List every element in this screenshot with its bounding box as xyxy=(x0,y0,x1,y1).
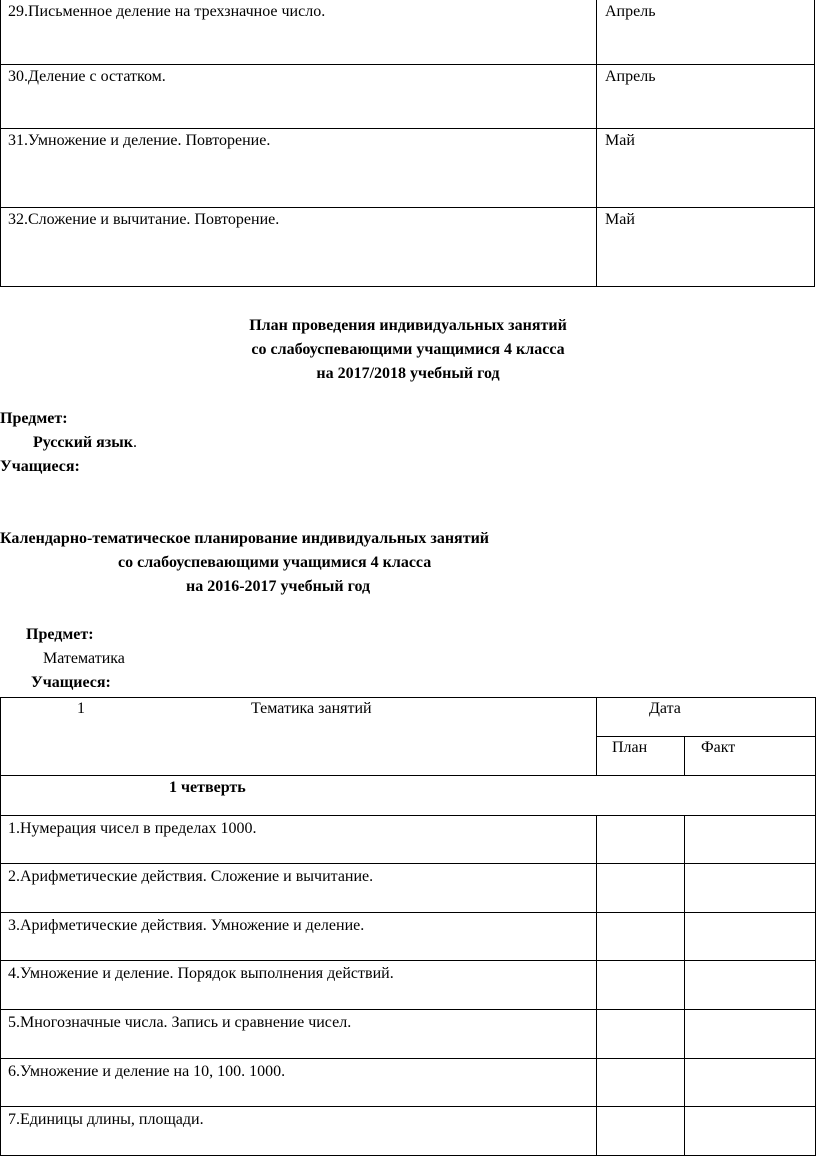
topic-cell xyxy=(1,208,597,287)
table-row xyxy=(1,1107,816,1156)
table-row xyxy=(1,65,815,129)
lesson-topic: 4.Умножение и деление. Порядок выполнения действий. xyxy=(8,965,394,982)
plan2-title-line1: Календарно-тематическое планирование индивидуальных занятий xyxy=(0,530,490,547)
header-topic: Тематика занятий xyxy=(251,700,372,717)
plan2-students-label: Учащиеся: xyxy=(31,674,111,691)
table-row xyxy=(1,208,815,287)
topic-cell xyxy=(1,129,597,208)
header-row xyxy=(1,698,816,737)
plan2-title-line2: со слабоуспевающими учащимися 4 класса xyxy=(118,554,432,571)
lesson-topic: 1.Нумерация чисел в пределах 1000. xyxy=(8,820,257,837)
quarter-cell xyxy=(1,776,816,816)
header-fact-cell xyxy=(685,737,816,776)
plan1-heading xyxy=(0,314,816,386)
lesson-fact-cell xyxy=(685,961,816,1010)
lesson-fact-cell xyxy=(685,913,816,961)
lesson-topic-cell xyxy=(1,961,597,1010)
topic-text: 31.Умножение и деление. Повторение. xyxy=(8,132,271,149)
lesson-plan-cell xyxy=(597,1059,685,1107)
month-text: Май xyxy=(605,132,635,149)
table-row xyxy=(1,864,816,913)
plan1-subject-dot: . xyxy=(132,434,137,451)
lesson-plan-cell xyxy=(597,864,685,913)
plan1-subject-label: Предмет: xyxy=(0,410,68,427)
lesson-plan-cell xyxy=(597,1107,685,1156)
plan2-subject-label: Предмет: xyxy=(26,626,94,643)
header-date: Дата xyxy=(649,700,681,717)
lesson-topic: 3.Арифметические действия. Умножение и деление. xyxy=(8,917,365,934)
lesson-fact-cell xyxy=(685,1010,816,1059)
plan1-students-label: Учащиеся: xyxy=(0,458,80,475)
topic-cell xyxy=(1,65,597,129)
lesson-topic-cell xyxy=(1,1107,597,1156)
plan1-title-line1: План проведения индивидуальных занятий xyxy=(249,317,567,334)
table-row xyxy=(1,0,815,65)
topic-text: 32.Сложение и вычитание. Повторение. xyxy=(8,211,280,228)
lesson-fact-cell xyxy=(685,1059,816,1107)
lesson-topic-cell xyxy=(1,913,597,961)
lesson-fact-cell xyxy=(685,816,816,864)
month-cell xyxy=(597,65,815,129)
lesson-topic-cell xyxy=(1,864,597,913)
topic-cell xyxy=(1,0,597,65)
month-cell xyxy=(597,0,815,65)
lesson-topic-cell xyxy=(1,1010,597,1059)
header-topic-cell xyxy=(1,698,597,776)
header-fact: Факт xyxy=(701,739,736,756)
month-text: Апрель xyxy=(605,3,656,20)
lesson-topic: 7.Единицы длины, площади. xyxy=(8,1111,204,1128)
table-row xyxy=(1,913,816,961)
plan2-title-line3: на 2016-2017 учебный год xyxy=(186,578,371,595)
plan2-subject-value: Математика xyxy=(43,650,125,667)
month-cell xyxy=(597,208,815,287)
lesson-topic: 2.Арифметические действия. Сложение и вычитание. xyxy=(8,868,374,885)
topic-text: 30.Деление с остатком. xyxy=(8,68,166,85)
topic-text: 29.Письменное деление на трехзначное число. xyxy=(8,3,326,20)
header-plan-cell xyxy=(597,737,685,776)
month-text: Май xyxy=(605,211,635,228)
table-row xyxy=(1,1059,816,1107)
month-text: Апрель xyxy=(605,68,656,85)
table-row xyxy=(1,1010,816,1059)
lesson-topic: 5.Многозначные числа. Запись и сравнение чисел. xyxy=(8,1014,352,1031)
lesson-topic: 6.Умножение и деление на 10, 100. 1000. xyxy=(8,1063,286,1080)
lesson-plan-cell xyxy=(597,816,685,864)
plan1-subject xyxy=(33,434,137,452)
header-date-cell xyxy=(597,698,816,737)
plan1-subject-value: Русский язык xyxy=(33,434,133,451)
plan1-title-line3: на 2017/2018 учебный год xyxy=(316,365,500,382)
plan1-title-line2: со слабоуспевающими учащимися 4 класса xyxy=(251,341,565,358)
lesson-plan-cell xyxy=(597,961,685,1010)
quarter-label: 1 четверть xyxy=(169,779,246,796)
lesson-fact-cell xyxy=(685,1107,816,1156)
month-cell xyxy=(597,129,815,208)
table-row xyxy=(1,816,816,864)
lessons-table xyxy=(0,697,816,1156)
table-row xyxy=(1,961,816,1010)
lesson-topic-cell xyxy=(1,816,597,864)
header-plan: План xyxy=(612,739,648,756)
quarter-row xyxy=(1,776,816,816)
lesson-plan-cell xyxy=(597,1010,685,1059)
lesson-fact-cell xyxy=(685,864,816,913)
header-number: 1 xyxy=(77,700,85,717)
table-row xyxy=(1,129,815,208)
top-schedule-table xyxy=(0,0,815,287)
lesson-topic-cell xyxy=(1,1059,597,1107)
lesson-plan-cell xyxy=(597,913,685,961)
